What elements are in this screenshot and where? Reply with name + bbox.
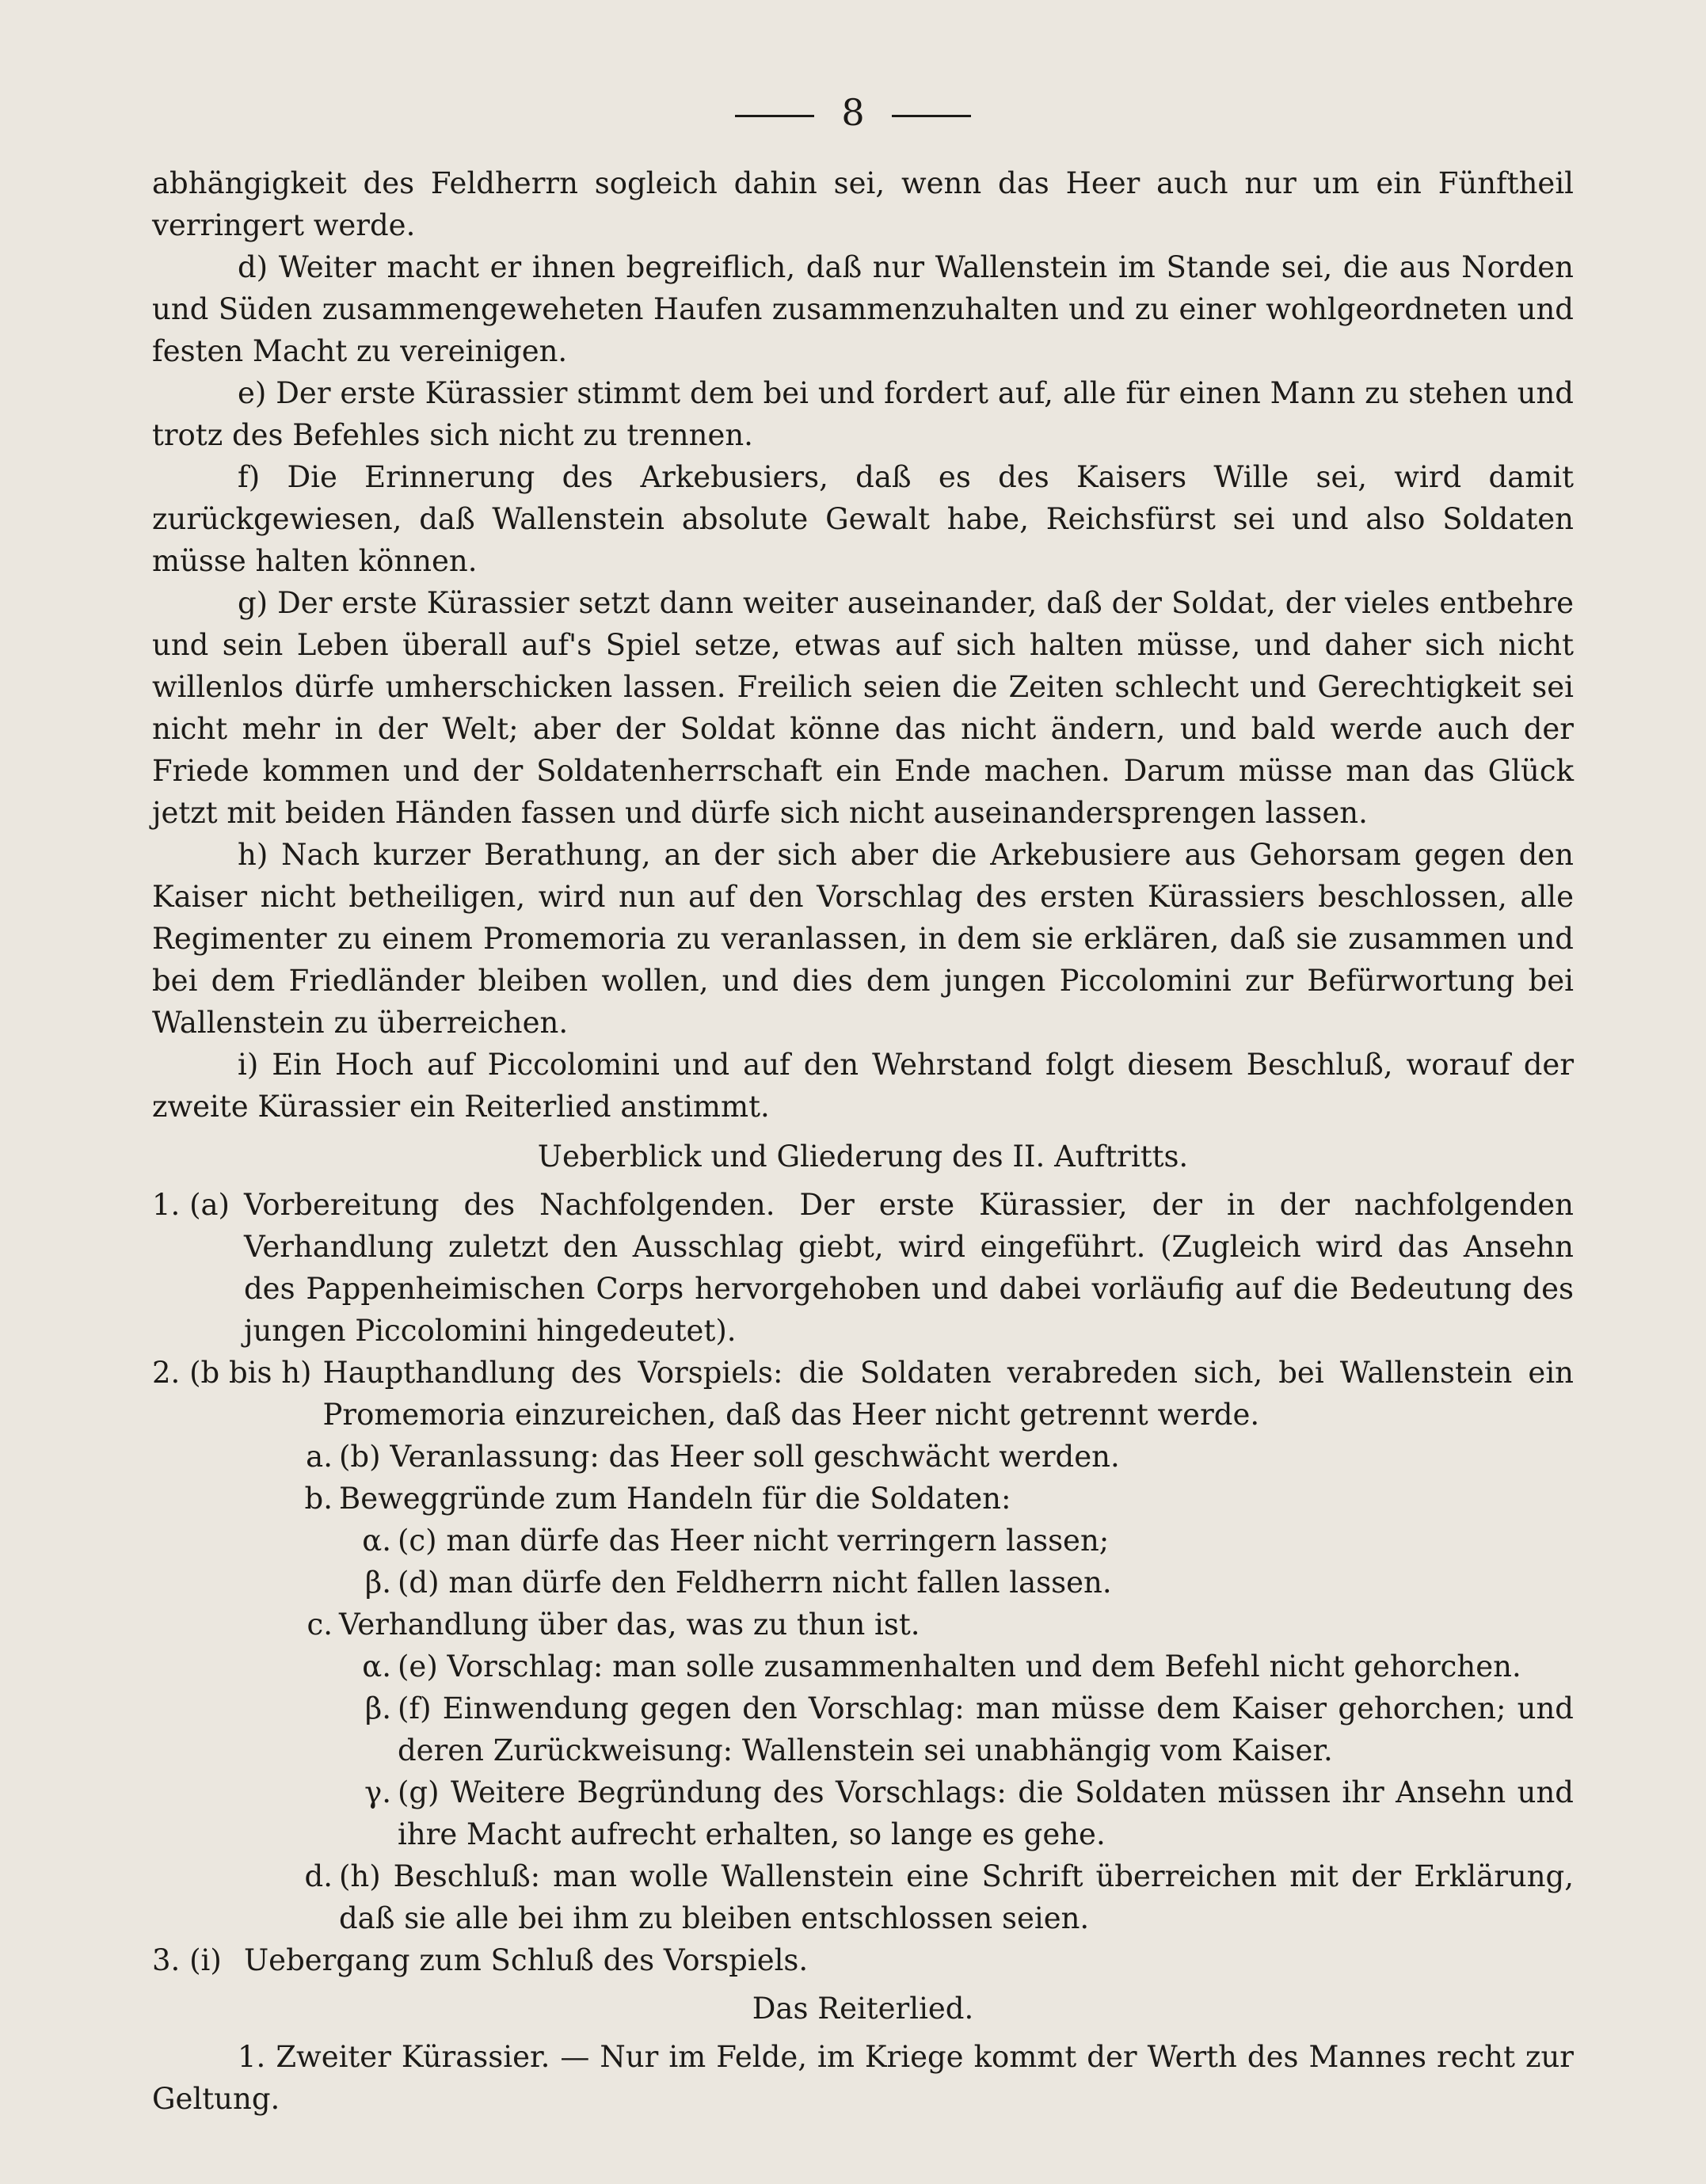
outline-item: α. (e) Vorschlag: man solle zusammenhalten und dem Befehl nicht gehorchen. (362, 1649, 1521, 1684)
paragraph-d: d) Weiter macht er ihnen begreiflich, daß nur Wallenstein im Stande sei, die aus Norden und Süden zusammengeweheten Haufen zusammenzuhalten und zu einer wohlgeordneten und festen Macht zu vereinigen. (152, 250, 1575, 368)
paragraph-g: g) Der erste Kürassier setzt dann weiter auseinander, daß der Soldat, der vieles entbehre und sein Leben überall auf's Spiel setze, etwas auf sich halten müsse, und daher sich nicht willenlos dürfe umherschicken lassen. Freilich seien die Zeiten schlecht und Gerechtigkeit sei nicht mehr in der Welt; aber der Soldat könne das nicht ändern, und bald werde auch der Friede kommen und der Soldatenherrschaft ein Ende machen. Darum müsse man das Glück jetzt mit beiden Händen fassen und dürfe sich nicht auseinandersprengen lassen. (152, 586, 1574, 830)
outline-item: 3. (i) Uebergang zum Schluß des Vorspiels. (152, 1943, 809, 1977)
paragraph-f: f) Die Erinnerung des Arkebusiers, daß es des Kaisers Wille sei, wird damit zurückgewiesen, daß Wallenstein absolute Gewalt habe, Reichsfürst sei und also Soldaten müsse halten können. (152, 460, 1574, 578)
right-rule (892, 115, 971, 117)
outline-item: α. (c) man dürfe das Heer nicht verringern lassen; (362, 1524, 1110, 1558)
outline-item: γ. (g) Weitere Begründung des Vorschlags: die Soldaten müssen ihr Ansehn und ihre Macht aufrecht erhalten, so lange es gehe. (364, 1775, 1574, 1851)
reiterlied-heading: Das Reiterlied. (752, 1992, 974, 2026)
overview-heading: Ueberblick und Gliederung des II. Auftritts. (537, 1140, 1189, 1174)
paragraph-h: h) Nach kurzer Berathung, an der sich aber die Arkebusiere aus Gehorsam gegen den Kaiser nicht betheiligen, wird nun auf den Vorschlag des ersten Kürassiers beschlossen, alle Regimenter zu einem Promemoria zu veranlassen, in dem sie erklären, daß sie zusammen und bei dem Friedländer bleiben wollen, und dies dem jungen Piccolomini zur Befürwortung bei Wallenstein zu überreichen. (152, 838, 1575, 1040)
paragraph-i: i) Ein Hoch auf Piccolomini und auf den Wehrstand folgt diesem Beschluß, worauf der zweite Kürassier ein Reiterlied anstimmt. (152, 1048, 1575, 1124)
outline-item: d. (h) Beschluß: man wolle Wallenstein eine Schrift überreichen mit der Erklärung, daß sie alle bei ihm zu bleiben entschlossen seien. (304, 1859, 1574, 1935)
outline-item: b. Beweggründe zum Handeln für die Soldaten: (304, 1482, 1011, 1516)
outline-item: β. (f) Einwendung gegen den Vorschlag: man müsse dem Kaiser gehorchen; und deren Zurückweisung: Wallenstein sei unabhängig vom Kaiser. (364, 1691, 1574, 1767)
page-body (152, 162, 1574, 2120)
paragraph-continued: abhängigkeit des Feldherrn sogleich dahin sei, wenn das Heer auch nur um ein Fünftheil verringert werde. (152, 166, 1574, 242)
page-number-text: 8 (841, 91, 865, 134)
outline-item: 2. (b bis h) Haupthandlung des Vorspiels: die Soldaten verabreden sich, bei Wallenstein ein Promemoria einzureichen, daß das Heer nicht getrennt werde. (152, 1356, 1574, 1432)
outline-item: a. (b) Veranlassung: das Heer soll geschwächt werden. (306, 1440, 1120, 1474)
left-rule (735, 115, 814, 117)
paragraph-e: e) Der erste Kürassier stimmt dem bei und fordert auf, alle für einen Mann zu stehen und trotz des Befehles sich nicht zu trennen. (152, 376, 1574, 452)
outline-item: β. (d) man dürfe den Feldherrn nicht fallen lassen. (364, 1566, 1112, 1600)
outline-item: c. Verhandlung über das, was zu thun ist. (307, 1608, 920, 1642)
outline-item: 1. (a) Vorbereitung des Nachfolgenden. Der erste Kürassier, der in der nachfolgenden Verhandlung zuletzt den Ausschlag giebt, wird eingeführt. (Zugleich wird das Ansehn des Pappenheimischen Corps hervorgehoben und dabei vorläufig auf die Bedeutung des jungen Piccolomini hingedeutet). (152, 1188, 1574, 1348)
reiterlied-paragraph: 1. Zweiter Kürassier. — Nur im Felde, im Kriege kommt der Werth des Mannes recht zur Geltung. (152, 2040, 1574, 2116)
page-number (0, 89, 1706, 136)
